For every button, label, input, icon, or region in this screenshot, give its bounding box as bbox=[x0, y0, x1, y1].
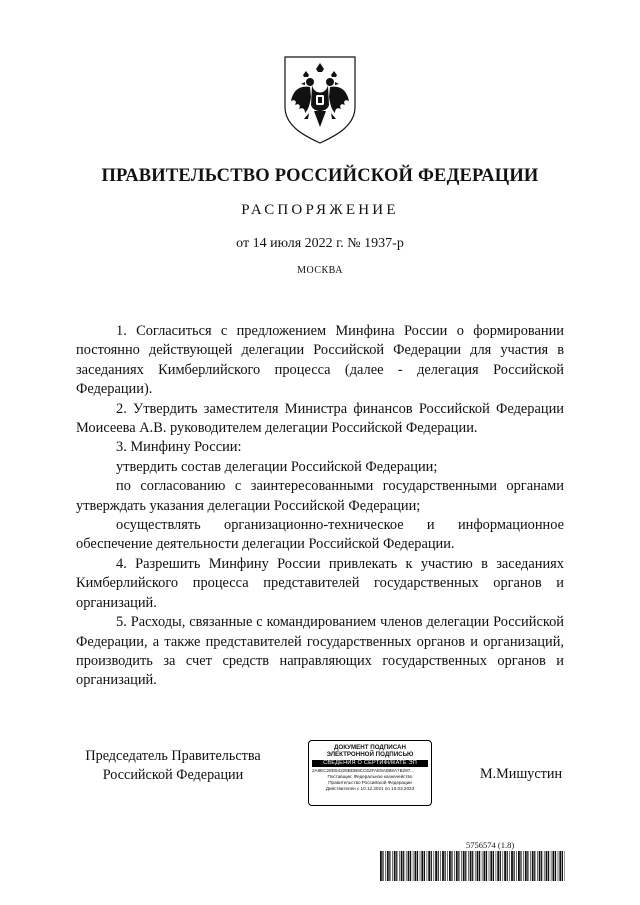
signatory-name: М.Мишустин bbox=[480, 766, 563, 782]
signatory-position bbox=[78, 747, 268, 785]
stamp-issuer-line: Правительство Российской Федерации bbox=[328, 780, 412, 786]
paragraph: 5. Расходы, связанные с командированием членов делегации Российской Федерации, а также представителей государственных органов и организаций, производить за счет средств направляющих государственных органов и организаций. bbox=[76, 614, 564, 689]
coat-of-arms-icon bbox=[283, 55, 357, 145]
electronic-signature-stamp bbox=[308, 740, 432, 806]
paragraph: по согласованию с заинтересованными государственными органами утверждать указания делегации Российской Федерации; bbox=[76, 478, 564, 514]
document-body bbox=[76, 322, 564, 691]
stamp-title bbox=[309, 744, 431, 759]
document-city: МОСКВА bbox=[297, 265, 343, 276]
paragraph: утвердить состав делегации Российской Федерации; bbox=[116, 458, 438, 475]
signatory-position-line: Российской Федерации bbox=[102, 767, 244, 783]
stamp-issuer-line: Поставщик: Федеральное казначейство bbox=[327, 774, 413, 780]
document-type: РАСПОРЯЖЕНИЕ bbox=[241, 202, 399, 218]
signatory-position-line: Председатель Правительства bbox=[85, 748, 261, 764]
stamp-validity: Действителен с 10.12.2021 по 10.03.2023 bbox=[325, 786, 415, 792]
paragraph: 2. Утвердить заместителя Министра финансов Российской Федерации Моисеева А.В. руководителем делегации Российской Федерации. bbox=[76, 400, 564, 437]
paragraph: 1. Согласиться с предложением Минфина России о формировании постоянно действующей делегации Российской Федерации для участия в заседаниях Кимберлийского процесса (далее - делегация Российской Федерации). bbox=[76, 323, 564, 398]
stamp-cert-header: СВЕДЕНИЯ О СЕРТИФИКАТЕ ЭП bbox=[312, 760, 428, 767]
barcode-icon bbox=[380, 851, 565, 881]
paragraph: 4. Разрешить Минфину России привлекать к участию в заседаниях Кимберлийского процесса представителей государственных органов и организаций. bbox=[76, 555, 564, 611]
stamp-cert-serial: 2A9EC28D54325BDB8CC62FAE9A0B8A7B297... bbox=[312, 767, 415, 773]
paragraph: осуществлять организационно-техническое и информационное обеспечение деятельности делегации Российской Федерации. bbox=[76, 517, 564, 553]
stamp-title-line: ЭЛЕКТРОННОЙ ПОДПИСЬЮ bbox=[326, 751, 414, 759]
paragraph: 3. Минфину России: bbox=[116, 439, 242, 456]
document-date-number: от 14 июля 2022 г. № 1937-р bbox=[236, 236, 404, 251]
government-title: ПРАВИТЕЛЬСТВО РОССИЙСКОЙ ФЕДЕРАЦИИ bbox=[101, 166, 539, 186]
stamp-title-line: ДОКУМЕНТ ПОДПИСАН bbox=[334, 744, 406, 751]
barcode-number: 5756574 (1.8) bbox=[466, 840, 515, 850]
